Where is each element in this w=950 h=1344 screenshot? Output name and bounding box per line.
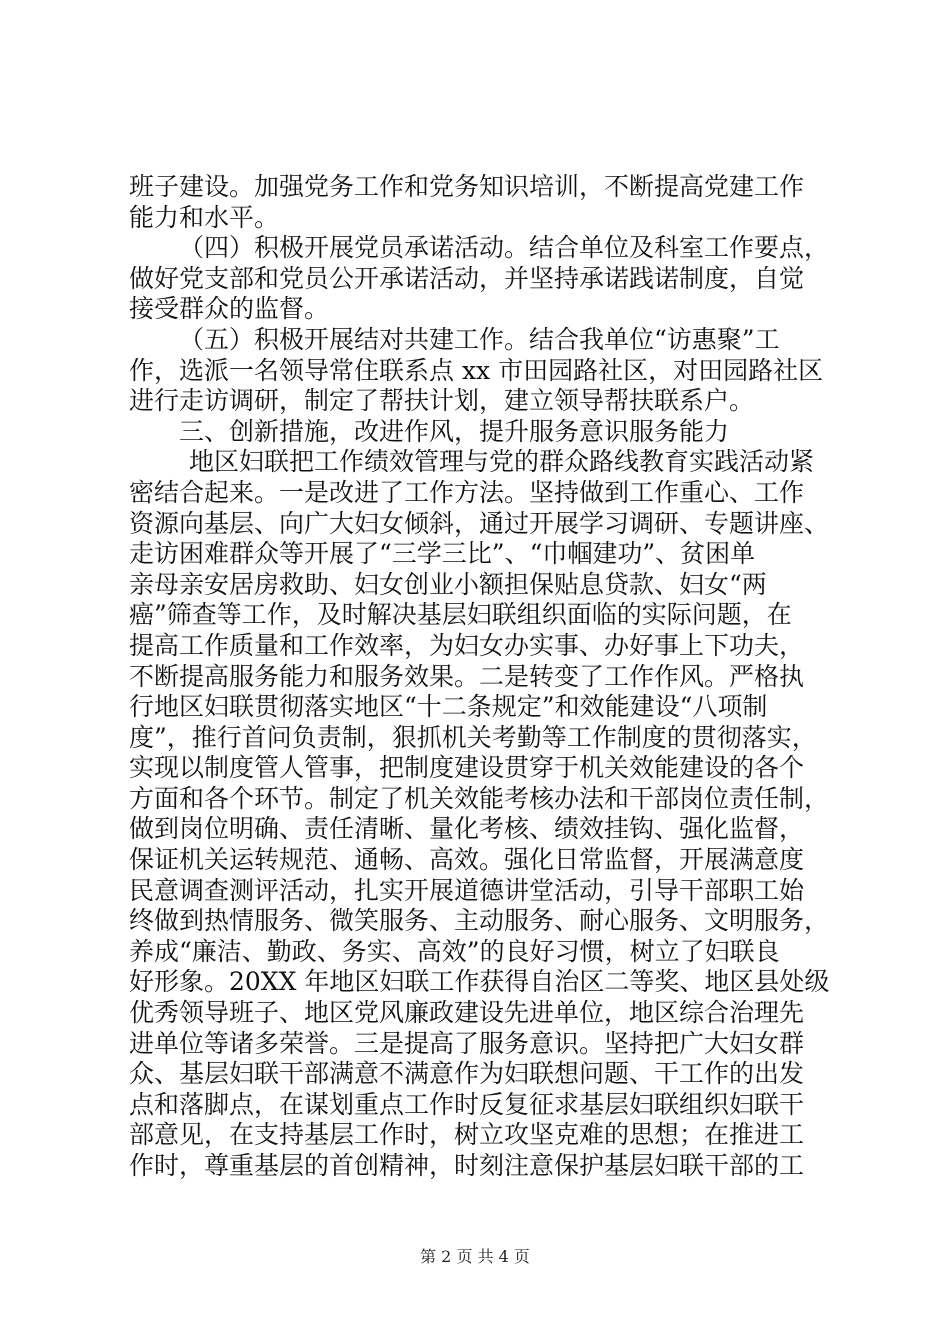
text-line: 行地区妇联贯彻落实地区“十二条规定”和效能建设“八项制 [129, 692, 768, 722]
text-line: 癌”筛查等工作，及时解决基层妇联组织面临的实际问题，在 [129, 600, 792, 630]
text-line: 作时，尊重基层的首创精神，时刻注意保护基层妇联干部的工 [129, 1151, 805, 1180]
text-line: 资源向基层、向广大妇女倾斜，通过开展学习调研、专题讲座、 [129, 508, 829, 538]
text-line: 接受群众的监督。 [129, 294, 330, 324]
text-line: 众、基层妇联干部满意不满意作为妇联想问题、干工作的出发 [129, 1059, 805, 1089]
section-heading: 三、创新措施，改进作风，提升服务意识服务能力 [179, 416, 730, 446]
document-body [129, 172, 829, 1182]
text-line: 民意调查测评活动，扎实开展道德讲堂活动，引导干部职工始 [129, 875, 805, 905]
text-line: 好形象。20XX 年地区妇联工作获得自治区二等奖、地区县处级 [129, 967, 829, 997]
text-line: 做到岗位明确、责任清晰、量化考核、绩效挂钩、强化监督， [129, 814, 805, 844]
text-line: 方面和各个环节。制定了机关效能考核办法和干部岗位责任制， [129, 783, 829, 813]
page-footer [0, 1247, 950, 1267]
page-number-label: 第 2 页 共 4 页 [420, 1247, 530, 1266]
text-line: 不断提高服务能力和服务效果。二是转变了工作作风。严格执 [129, 661, 805, 691]
text-line: 终做到热情服务、微笑服务、主动服务、耐心服务、文明服务， [129, 906, 829, 936]
text-line: 走访困难群众等开展了“三学三比”、“巾帼建功”、贫困单 [129, 539, 756, 569]
text-line: 作，选派一名领导常住联系点 xx 市田园路社区，对田园路社区 [129, 355, 824, 385]
text-line: （四）积极开展党员承诺活动。结合单位及科室工作要点， [179, 233, 829, 263]
text-line: 密结合起来。一是改进了工作方法。坚持做到工作重心、工作 [129, 477, 805, 507]
text-line: 部意见，在支持基层工作时，树立攻坚克难的思想；在推进工 [129, 1120, 805, 1150]
text-line: 进单位等诸多荣誉。三是提高了服务意识。坚持把广大妇女群 [129, 1028, 805, 1058]
text-line: 保证机关运转规范、通畅、高效。强化日常监督，开展满意度 [129, 845, 805, 875]
text-line: 做好党支部和党员公开承诺活动，并坚持承诺践诺制度，自觉 [129, 263, 805, 293]
text-line: 实现以制度管人管事，把制度建设贯穿于机关效能建设的各个 [129, 753, 805, 783]
text-line: （五）积极开展结对共建工作。结合我单位“访惠聚”工 [179, 324, 780, 354]
text-line: 地区妇联把工作绩效管理与党的群众路线教育实践活动紧 [189, 447, 815, 477]
text-line: 能力和水平。 [129, 202, 280, 232]
text-line: 班子建设。加强党务工作和党务知识培训，不断提高党建工作 [129, 172, 805, 201]
text-line: 优秀领导班子、地区党风廉政建设先进单位，地区综合治理先 [129, 998, 805, 1028]
text-line: 进行走访调研，制定了帮扶计划，建立领导帮扶联系户。 [129, 386, 755, 416]
text-line: 度”，推行首问负责制，狠抓机关考勤等工作制度的贯彻落实， [129, 722, 817, 752]
text-line: 养成“廉洁、勤政、务实、高效”的良好习惯，树立了妇联良 [129, 936, 780, 966]
text-line: 点和落脚点，在谋划重点工作时反复征求基层妇联组织妇联干 [129, 1089, 805, 1119]
text-line: 亲母亲安居房救助、妇女创业小额担保贴息贷款、妇女“两 [129, 569, 767, 599]
text-line: 提高工作质量和工作效率，为妇女办实事、办好事上下功夫， [129, 630, 805, 660]
